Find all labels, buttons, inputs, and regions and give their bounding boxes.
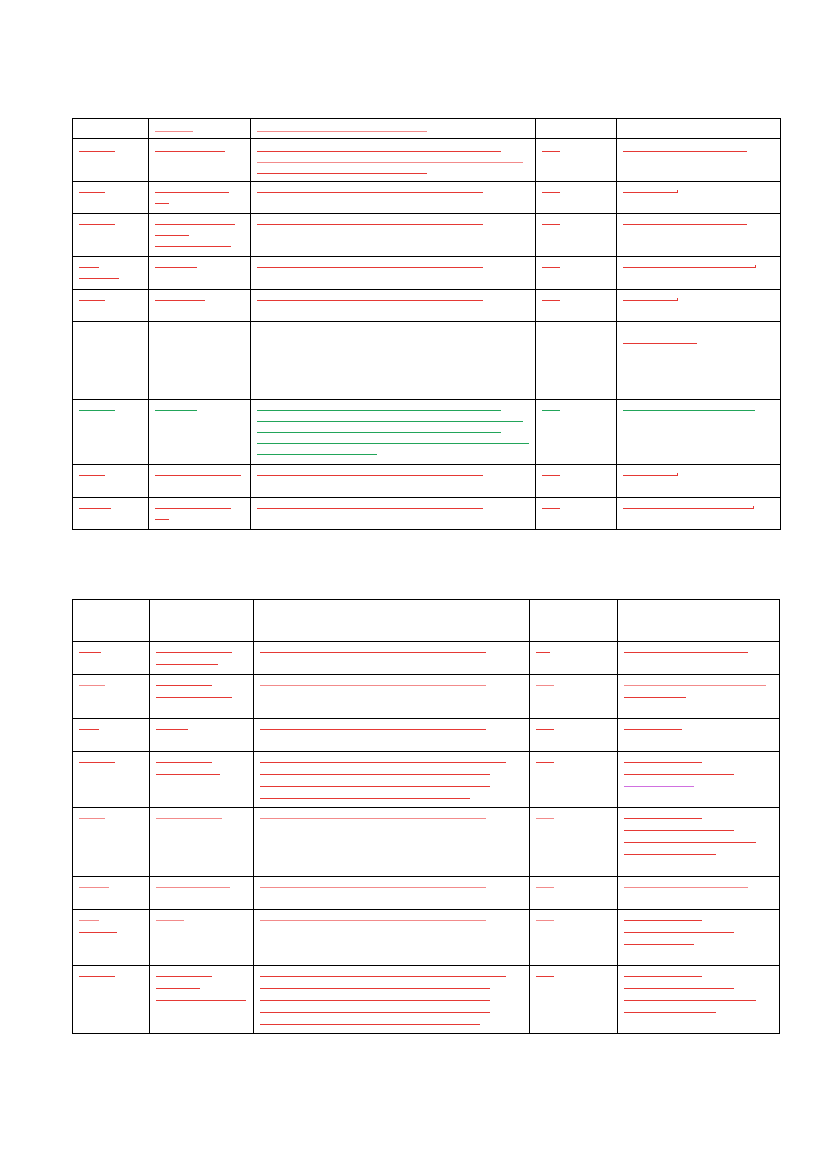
header-cell [617, 119, 781, 139]
table-cell[interactable] [530, 752, 618, 808]
table-cell[interactable] [617, 214, 781, 257]
table-row [73, 719, 780, 752]
table-cell[interactable] [536, 182, 617, 214]
header-cell [254, 600, 530, 642]
table-cell[interactable] [536, 257, 617, 290]
table-cell[interactable] [150, 719, 254, 752]
table-cell[interactable] [530, 966, 618, 1034]
header-cell [530, 600, 618, 642]
table-cell[interactable] [73, 808, 150, 877]
table-cell[interactable] [254, 642, 530, 675]
table-cell[interactable] [251, 498, 536, 530]
table-cell[interactable] [254, 877, 530, 910]
table-cell[interactable] [251, 182, 536, 214]
table-cell[interactable] [73, 465, 149, 498]
table-cell[interactable] [251, 139, 536, 182]
table-row [73, 257, 781, 290]
table-cell[interactable] [251, 465, 536, 498]
table-cell[interactable] [618, 910, 780, 966]
table-cell[interactable] [73, 139, 149, 182]
table-cell[interactable] [150, 910, 254, 966]
table-cell[interactable] [530, 675, 618, 719]
table-cell[interactable] [150, 877, 254, 910]
table-cell[interactable] [73, 498, 149, 530]
table-cell[interactable] [73, 877, 150, 910]
table-row [73, 498, 781, 530]
table-cell[interactable] [149, 400, 251, 465]
table-cell[interactable] [254, 675, 530, 719]
table-cell[interactable] [530, 642, 618, 675]
table-cell[interactable] [150, 675, 254, 719]
table-cell[interactable] [254, 910, 530, 966]
table-row [73, 966, 780, 1034]
table-cell[interactable] [617, 465, 781, 498]
table-2 [72, 599, 780, 1034]
table-cell[interactable] [73, 400, 149, 465]
table-cell[interactable] [536, 214, 617, 257]
header-cell[interactable] [149, 119, 251, 139]
header-cell [536, 119, 617, 139]
header-cell [618, 600, 780, 642]
table-cell[interactable] [536, 290, 617, 322]
table-cell[interactable] [251, 400, 536, 465]
table-cell[interactable] [149, 290, 251, 322]
table-cell[interactable] [149, 214, 251, 257]
table-cell[interactable] [73, 910, 150, 966]
table-cell[interactable] [536, 465, 617, 498]
table-row [73, 290, 781, 322]
header-cell [73, 600, 150, 642]
table-cell[interactable] [73, 719, 150, 752]
table-row [73, 465, 781, 498]
table-cell[interactable] [530, 910, 618, 966]
table-cell[interactable] [251, 257, 536, 290]
table-cell[interactable] [149, 257, 251, 290]
table-cell [149, 322, 251, 400]
table-cell[interactable] [73, 966, 150, 1034]
table-header-row [73, 119, 781, 139]
table-row [73, 877, 780, 910]
table-cell[interactable] [73, 675, 150, 719]
table-cell[interactable] [251, 290, 536, 322]
table-1 [72, 118, 781, 530]
table-cell[interactable] [530, 877, 618, 910]
table-cell[interactable] [73, 290, 149, 322]
table-cell[interactable] [149, 465, 251, 498]
table-cell[interactable] [617, 322, 781, 400]
table-cell[interactable] [254, 752, 530, 808]
table-cell[interactable] [149, 139, 251, 182]
table-row [73, 139, 781, 182]
table-cell[interactable] [150, 808, 254, 877]
table-row [73, 752, 780, 808]
table-cell[interactable] [617, 290, 781, 322]
table-cell[interactable] [73, 214, 149, 257]
table-row [73, 675, 780, 719]
table-cell[interactable] [617, 182, 781, 214]
table-cell[interactable] [617, 139, 781, 182]
table-cell[interactable] [73, 182, 149, 214]
table-cell[interactable] [618, 675, 780, 719]
table-cell [536, 322, 617, 400]
header-cell[interactable] [251, 119, 536, 139]
table-cell [73, 322, 149, 400]
table-cell[interactable] [618, 877, 780, 910]
table-row [73, 910, 780, 966]
table-cell[interactable] [536, 400, 617, 465]
table-row [73, 214, 781, 257]
table-row [73, 642, 780, 675]
table-cell[interactable] [617, 257, 781, 290]
table-cell[interactable] [618, 752, 780, 808]
table-cell[interactable] [618, 966, 780, 1034]
header-cell [73, 119, 149, 139]
table-cell[interactable] [254, 719, 530, 752]
table-cell[interactable] [251, 214, 536, 257]
table-cell[interactable] [617, 498, 781, 530]
table-cell[interactable] [536, 139, 617, 182]
table-cell [251, 322, 536, 400]
table-cell[interactable] [149, 182, 251, 214]
table-cell[interactable] [73, 257, 149, 290]
table-row [73, 322, 781, 400]
table-cell[interactable] [73, 642, 150, 675]
table-row [73, 400, 781, 465]
table-cell[interactable] [530, 808, 618, 877]
table-cell[interactable] [618, 719, 780, 752]
table-cell[interactable] [254, 808, 530, 877]
table-cell[interactable] [73, 752, 150, 808]
table-header-row [73, 600, 780, 642]
table-cell[interactable] [150, 966, 254, 1034]
table-cell[interactable] [530, 719, 618, 752]
table-row [73, 182, 781, 214]
table-cell[interactable] [618, 808, 780, 877]
table-cell[interactable] [254, 966, 530, 1034]
header-cell [150, 600, 254, 642]
table-cell[interactable] [536, 498, 617, 530]
table-cell[interactable] [149, 498, 251, 530]
table-cell[interactable] [617, 400, 781, 465]
table-cell[interactable] [150, 642, 254, 675]
table-cell[interactable] [618, 642, 780, 675]
table-row [73, 808, 780, 877]
table-cell[interactable] [150, 752, 254, 808]
